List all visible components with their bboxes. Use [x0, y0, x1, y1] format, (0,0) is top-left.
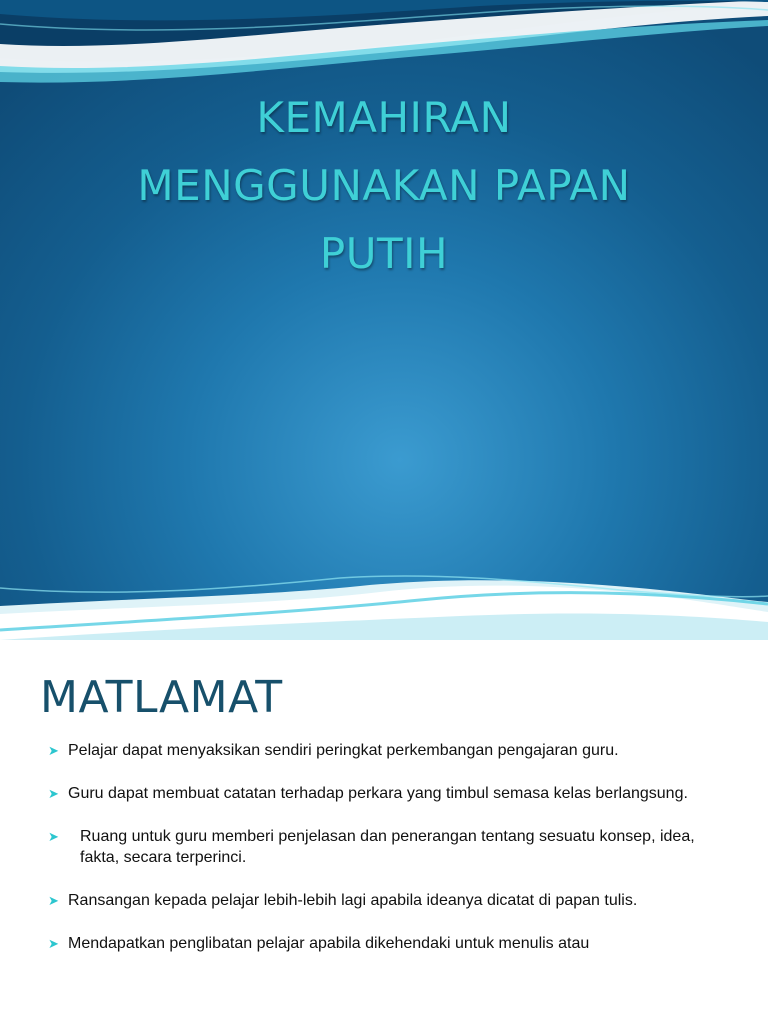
arrow-bullet-icon: ➤ — [48, 893, 59, 908]
list-item-text: Ransangan kepada pelajar lebih-lebih lagi apabila ideanya dicatat di papan tulis. — [68, 892, 638, 909]
list-item — [48, 826, 728, 868]
title-line: KEMAHIRAN — [256, 93, 512, 142]
content-slide — [0, 658, 768, 1024]
arrow-bullet-icon: ➤ — [48, 829, 59, 844]
arrow-bullet-icon: ➤ — [48, 743, 59, 758]
slide-title — [40, 84, 728, 288]
list-item — [48, 783, 728, 804]
title-line: PUTIH — [319, 229, 449, 278]
list-item — [48, 933, 728, 954]
list-item-text: Guru dapat membuat catatan terhadap perkara yang timbul semasa kelas berlangsung. — [68, 785, 688, 802]
slide-heading: MATLAMAT — [40, 672, 283, 723]
arrow-bullet-icon: ➤ — [48, 786, 59, 801]
arrow-bullet-icon: ➤ — [48, 936, 59, 951]
list-item-text: Ruang untuk guru memberi penjelasan dan penerangan tentang sesuatu konsep, idea, fakta, secara terperinci. — [80, 828, 695, 866]
bullet-list — [48, 740, 728, 976]
list-item-text: Pelajar dapat menyaksikan sendiri peringkat perkembangan pengajaran guru. — [68, 742, 619, 759]
list-item — [48, 890, 728, 911]
list-item-text: Mendapatkan penglibatan pelajar apabila dikehendaki untuk menulis atau — [68, 935, 590, 952]
list-item — [48, 740, 728, 761]
title-line: MENGGUNAKAN PAPAN — [137, 161, 631, 210]
